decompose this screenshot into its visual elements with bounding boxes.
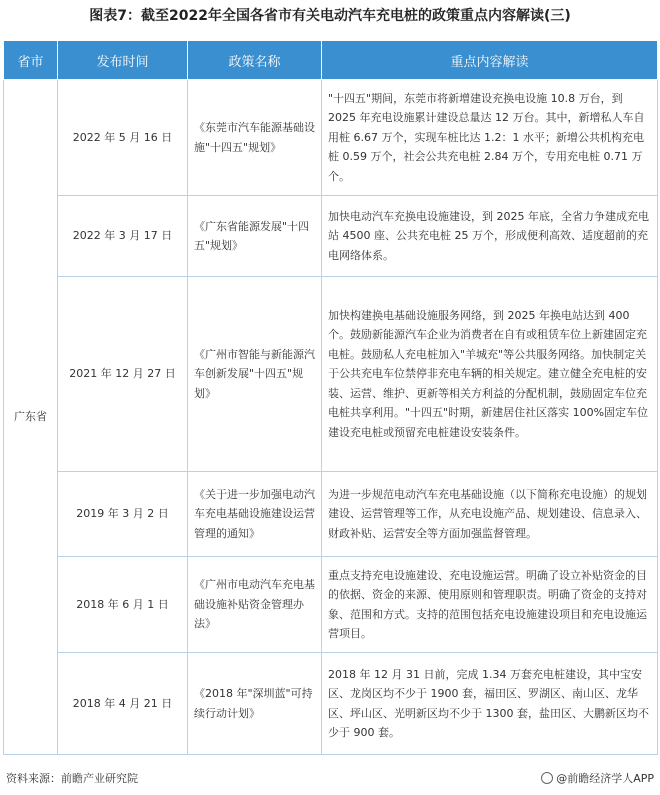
brand-text: @前瞻经济学人APP bbox=[556, 772, 654, 785]
date-cell: 2021 年 12 月 27 日 bbox=[58, 277, 188, 472]
date-cell: 2022 年 5 月 16 日 bbox=[58, 80, 188, 196]
source-note: 资料来源：前瞻产业研究院 bbox=[6, 772, 138, 785]
date-cell: 2018 年 6 月 1 日 bbox=[58, 557, 188, 653]
content-cell: 为进一步规范电动汽车充电基础设施（以下简称充电设施）的规划建设、运营管理等工作，从充电设施产品、规划建设、信息录入、财政补贴、运营安全等方面加强监督管理。 bbox=[322, 472, 658, 557]
table-row bbox=[4, 196, 658, 277]
date-cell: 2018 年 4 月 21 日 bbox=[58, 653, 188, 755]
chart-title: 图表7：截至2022年全国各省市有关电动汽车充电桩的政策重点内容解读(三) bbox=[89, 8, 571, 24]
table-row bbox=[4, 277, 658, 472]
table-row bbox=[4, 472, 658, 557]
policy-name-cell: 《东莞市汽车能源基础设施"十四五"规划》 bbox=[188, 80, 322, 196]
table-header-row bbox=[4, 41, 658, 80]
header-policy-name: 政策名称 bbox=[188, 41, 322, 80]
table-row bbox=[4, 557, 658, 653]
date-cell: 2022 年 3 月 17 日 bbox=[58, 196, 188, 277]
policy-name-cell: 《2018 年"深圳蓝"可持续行动计划》 bbox=[188, 653, 322, 755]
province-cell: 广东省 bbox=[4, 80, 58, 755]
table-row bbox=[4, 653, 658, 755]
header-province: 省市 bbox=[4, 41, 58, 80]
policy-name-cell: 《广东省能源发展"十四五"规划》 bbox=[188, 196, 322, 277]
content-cell: "十四五"期间，东莞市将新增建设充换电设施 10.8 万台，到 2025 年充电设施累计建设总量达 12 万台。其中，新增私人车自用桩 6.67 万个，实现车桩比达 1.2：1 水平；新增公共机构充电桩 0.59 万个，社会公共充电桩 2.84 万个，专用充电桩 0.71 万个。 bbox=[322, 80, 658, 196]
policy-name-cell: 《关于进一步加强电动汽车充电基础设施建设运营管理的通知》 bbox=[188, 472, 322, 557]
brand-logo-icon bbox=[541, 772, 553, 784]
header-release-date: 发布时间 bbox=[58, 41, 188, 80]
policy-name-cell: 《广州市电动汽车充电基础设施补贴资金管理办法》 bbox=[188, 557, 322, 653]
policy-table bbox=[3, 40, 658, 755]
date-cell: 2019 年 3 月 2 日 bbox=[58, 472, 188, 557]
policy-name-cell: 《广州市智能与新能源汽车创新发展"十四五"规划》 bbox=[188, 277, 322, 472]
table-row bbox=[4, 80, 658, 196]
content-cell: 重点支持充电设施建设、充电设施运营。明确了设立补贴资金的目的依据、资金的来源、使用原则和管理职责。明确了资金的支持对象、范围和方式。支持的范围包括充电设施建设项目和充电设施运营项目。 bbox=[322, 557, 658, 653]
content-cell: 加快构建换电基础设施服务网络，到 2025 年换电站达到 400 个。鼓励新能源汽车企业为消费者在自有或租赁车位上新建固定充电桩。鼓励私人充电桩加入"羊城充"等公共服务网络。加快制定关于公共充电车位禁停非充电车辆的相关规定。建立健全充电桩的安装、运营、维护、更新等相关方利益的分配机制，鼓励固定车位充电桩共享利用。"十四五"时期，新建居住社区落实 100%固定车位建设充电桩或预留充电桩建设安装条件。 bbox=[322, 277, 658, 472]
content-cell: 加快电动汽车充换电设施建设，到 2025 年底，全省力争建成充电站 4500 座、公共充电桩 25 万个，形成便利高效、适度超前的充电网络体系。 bbox=[322, 196, 658, 277]
header-key-content: 重点内容解读 bbox=[322, 41, 658, 80]
content-cell: 2018 年 12 月 31 日前，完成 1.34 万套充电桩建设，其中宝安区、龙岗区均不少于 1900 套，福田区、罗湖区、南山区、龙华区、坪山区、光明新区均不少于 1300 套，盐田区、大鹏新区均不少于 900 套。 bbox=[322, 653, 658, 755]
brand-credit bbox=[541, 770, 654, 786]
